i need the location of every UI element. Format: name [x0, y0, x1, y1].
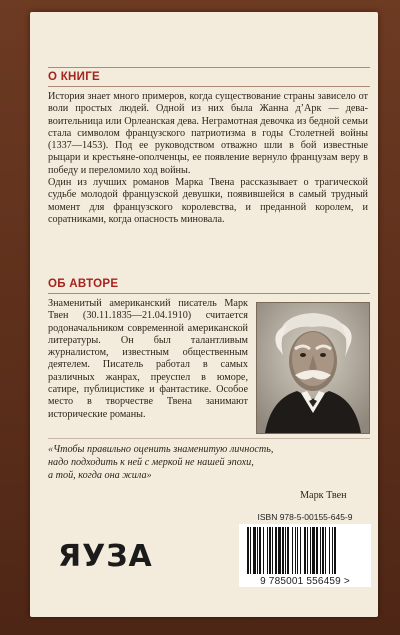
section-divider: [48, 438, 370, 439]
barcode-bar: [275, 527, 277, 574]
barcode-bars: [239, 524, 371, 576]
barcode-bar: [334, 527, 336, 574]
barcode: [239, 524, 371, 576]
barcode-bar: [325, 527, 326, 574]
barcode-bar: [247, 527, 249, 574]
author-portrait: [256, 302, 370, 434]
barcode-bar: [320, 527, 321, 574]
barcode-bar: [282, 527, 284, 574]
section-divider: [48, 293, 370, 294]
barcode-bar: [257, 527, 258, 574]
barcode-bar: [312, 527, 315, 574]
barcode-number: 9 785001 556459 >: [239, 576, 371, 587]
quote-author: Марк Твен: [300, 490, 347, 501]
barcode-bar: [310, 527, 311, 574]
barcode-bar: [322, 527, 324, 574]
barcode-bar: [267, 527, 268, 574]
quote-text: «Чтобы правильно оценить знаменитую личность, надо подходить к ней с меркой не нашей эпохи, а той, когда она жила»: [48, 444, 274, 481]
barcode-bar: [287, 527, 289, 574]
barcode-bar: [253, 527, 256, 574]
section-divider-top: [48, 67, 370, 68]
barcode-bar: [307, 527, 308, 574]
barcode-bar: [250, 527, 251, 574]
barcode-bar: [297, 527, 298, 574]
barcode-bar: [332, 527, 333, 574]
about-author-heading: ОБ АВТОРЕ: [48, 278, 119, 290]
barcode-bar: [285, 527, 286, 574]
author-portrait-image: [257, 303, 369, 433]
about-book-heading: О КНИГЕ: [48, 71, 101, 83]
about-book-text: История знает много примеров, когда существование страны зависело от воли простых людей. Одной из них была Жанна д’Арк — дева-воительница или Орлеанская дева. Неграмотная девочка из бедной семьи стала символом французского патриотизма в годы Столетней войны (1337—1453). Под ее руководством отважно шли в бой известные рыцари и крестьяне-ополченцы, ее появление вернуло французам веру в победу и переломило ход войны. Один из лучших романов Марка Твена рассказывает о трагической судьбе молодой французской девушки, появившейся в самый трудный момент для французского королевства, и преданной королем, и соратниками, когда опасность миновала.: [48, 91, 368, 225]
section-divider: [48, 86, 370, 87]
barcode-bar: [263, 527, 264, 574]
about-author-text: Знаменитый американский писатель Марк Твен (30.11.1835—21.04.1910) считается родоначальником современной американской литературы. Он был талантливым журналистом, известным общественным деятелем. Писатель работал в самых различных жанрах, преуспел в юморе, сатире, публицистике и фантастике. Особое место в творчестве Твена занимают исторические романы.: [48, 298, 248, 420]
barcode-bar: [269, 527, 271, 574]
publisher-logo: ЯУЗА: [58, 539, 153, 574]
barcode-bar: [295, 527, 296, 574]
isbn-label: ISBN 978-5-00155-645-9: [257, 512, 353, 522]
barcode-bar: [292, 527, 293, 574]
barcode-bar: [259, 527, 261, 574]
barcode-bar: [272, 527, 273, 574]
barcode-bar: [316, 527, 318, 574]
barcode-bar: [278, 527, 281, 574]
barcode-bar: [329, 527, 330, 574]
barcode-bar: [300, 527, 301, 574]
barcode-bar: [304, 527, 306, 574]
